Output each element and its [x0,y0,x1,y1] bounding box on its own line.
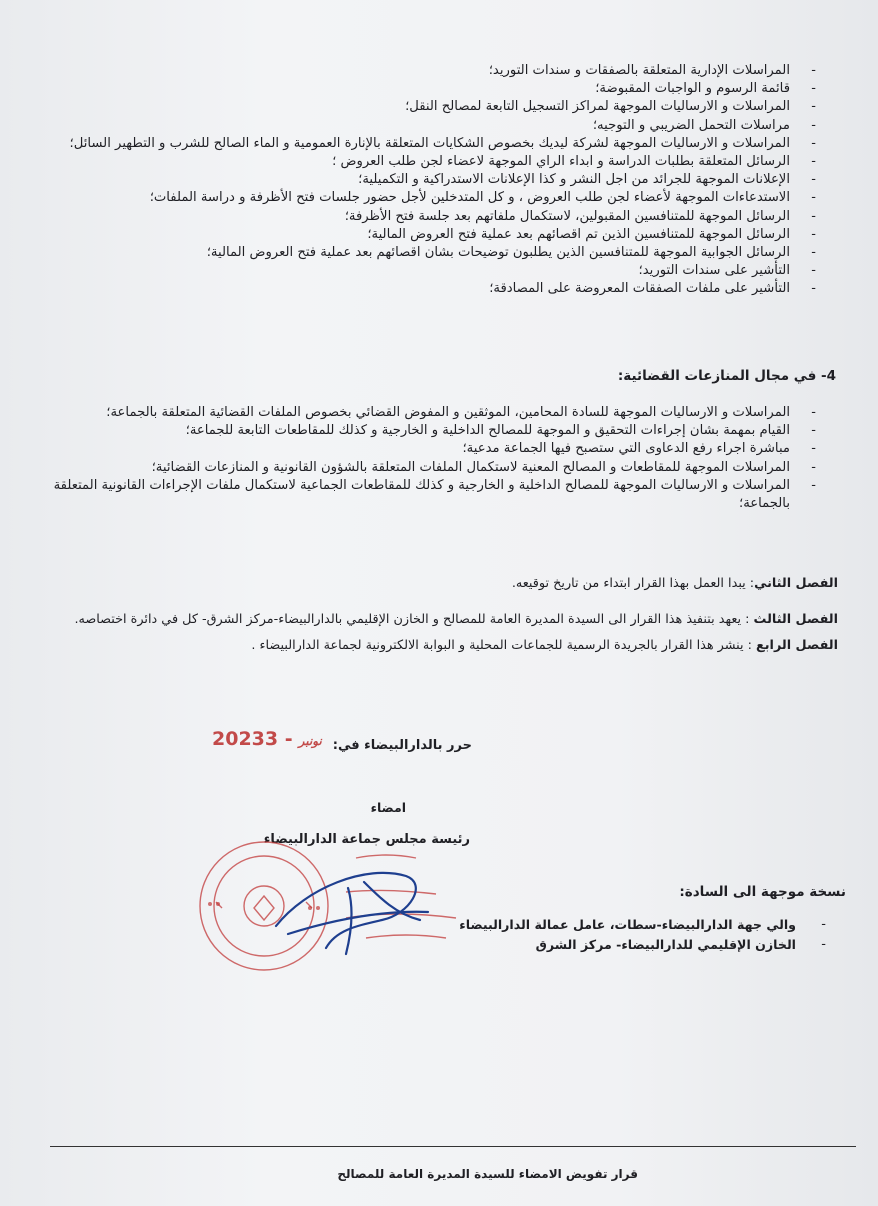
footer-title: قرار تفويض الامضاء للسيدة المديرة العامة للمصالح [337,1167,638,1181]
list-item: - المراسلات و الارساليات الموجهة للمصالح الداخلية و الخارجية و كذلك للمقاطعات الجماعية لاستكمال ملفات الإجراءات القانونية المتعلقة بالجماعة؛ [53,477,816,511]
bullet-dash: - [811,263,816,279]
bullet-dash: - [811,63,816,78]
list-item: - التأشير على سندات التوريد؛ [0,262,878,280]
delegation-list-litigation [0,404,878,513]
list-item: - والي جهة الدارالبيضاء-سطات، عامل عمالة الدارالبيضاء [0,916,878,936]
bullet-dash: - [811,99,816,115]
bullet-dash: - [811,441,816,457]
bullet-dash: - [811,459,816,475]
handwritten-date: 2023 نونبر- 3 [212,728,322,750]
bullet-dash: - [811,81,816,97]
bullet-dash: - [811,135,816,151]
list-item: - الإعلانات الموجهة للجرائد من اجل النشر و كذا الإعلانات الاستدراكية و التكميلية؛ [0,171,878,189]
list-item: - الرسائل المتعلقة بطلبات الدراسة و ابداء الراي الموجهة لاعضاء لجن طلب العروض ؛ [0,153,878,171]
list-item: - المراسلات الموجهة للمقاطعات و المصالح المعنية لاستكمال الملفات المتعلقة بالشؤون القانونية و المنازعات القضائية؛ [0,459,878,477]
list-item: - مباشرة اجراء رفع الدعاوى التي ستصبح فيها الجماعة مدعية؛ [0,440,878,458]
list-item: - مراسلات التحمل الضريبي و التوجيه؛ [0,117,878,135]
signature-label: امضاء [370,800,406,815]
article-four: الفصل الرابع : ينشر هذا القرار بالجريدة الرسمية للجماعات المحلية و البوابة الالكترونية لجماعة الدارالبيضاء . [251,638,838,653]
copies-recipients-list [0,916,878,956]
list-item: - المراسلات و الارساليات الموجهة لشركة ليديك بخصوص الشكايات المتعلقة بالإنارة العمومية و الماء الصالح للشرب و التطهير السائل؛ [0,135,878,153]
list-item: - المراسلات الإدارية المتعلقة بالصفقات و سندات التوريد؛ [0,62,878,80]
list-item: - الرسائل الموجهة للمتنافسين الذين تم اقصائهم بعد عملية فتح العروض المالية؛ [0,226,878,244]
bullet-dash: - [811,153,816,169]
bullet-dash: - [811,477,816,493]
article-two: الفصل الثاني: يبدا العمل بهذا القرار ابتداء من تاريخ توقيعه. [511,576,838,591]
list-item: - الاستدعاءات الموجهة لأعضاء لجن طلب العروض ، و كل المتدخلين لأجل حضور جلسات فتح الأظرفة و دراسة الملفات؛ [0,189,878,207]
list-item: - الخازن الإقليمي للدارالبيضاء- مركز الشرق [0,936,878,956]
bullet-dash: - [811,244,816,260]
section-heading-litigation: 4- في مجال المنازعات القضائية: [617,368,836,384]
list-item: - المراسلات و الارساليات الموجهة للسادة المحامين، الموثقين و المفوض القضائي بخصوص الملفات القضائية المتعلقة بالجماعة؛ [0,404,878,422]
list-item: - التأشير على ملفات الصفقات المعروضة على المصادقة؛ [0,280,878,298]
bullet-dash: - [811,117,816,133]
president-title: رئيسة مجلس جماعة الدارالبيضاء [263,832,470,847]
official-stamp-and-signature [196,838,486,978]
bullet-dash: - [821,917,826,932]
bullet-dash: - [811,281,816,297]
bullet-dash: - [811,190,816,206]
list-item: - القيام بمهمة بشان إجراءات التحقيق و الموجهة للمصالح الداخلية و الخارجية و كذلك للمقاطعات التابعة للجماعة؛ [0,422,878,440]
bullet-dash: - [821,937,826,952]
bullet-dash: - [811,172,816,188]
list-item: - الرسائل الموجهة للمتنافسين المقبولين، لاستكمال ملفاتهم بعد جلسة فتح الأظرفة؛ [0,208,878,226]
list-item: - الرسائل الجوابية الموجهة للمتنافسين الذين يطلبون توضيحات بشان اقصائهم بعد عملية فتح العروض المالية؛ [0,244,878,262]
bullet-dash: - [811,226,816,242]
list-item: - قائمة الرسوم و الواجبات المقبوضة؛ [0,80,878,98]
delegation-list-admin [0,62,878,298]
bullet-dash: - [811,423,816,439]
list-item: - المراسلات و الارساليات الموجهة لمراكز التسجيل التابعة لمصالح النقل؛ [0,98,878,116]
bullet-dash: - [811,405,816,420]
bullet-dash: - [811,208,816,224]
place-label: حرر بالدارالبيضاء في: [332,738,472,753]
article-three: الفصل الثالث : يعهد بتنفيذ هذا القرار الى السيدة المديرة العامة للمصالح و الخازن الإقليمي بالدارالبيضاء-مركز الشرق- كل في دائرة اختصاصه. [74,612,838,627]
footer-divider [50,1146,856,1147]
copies-heading: نسخة موجهة الى السادة: [679,884,846,900]
